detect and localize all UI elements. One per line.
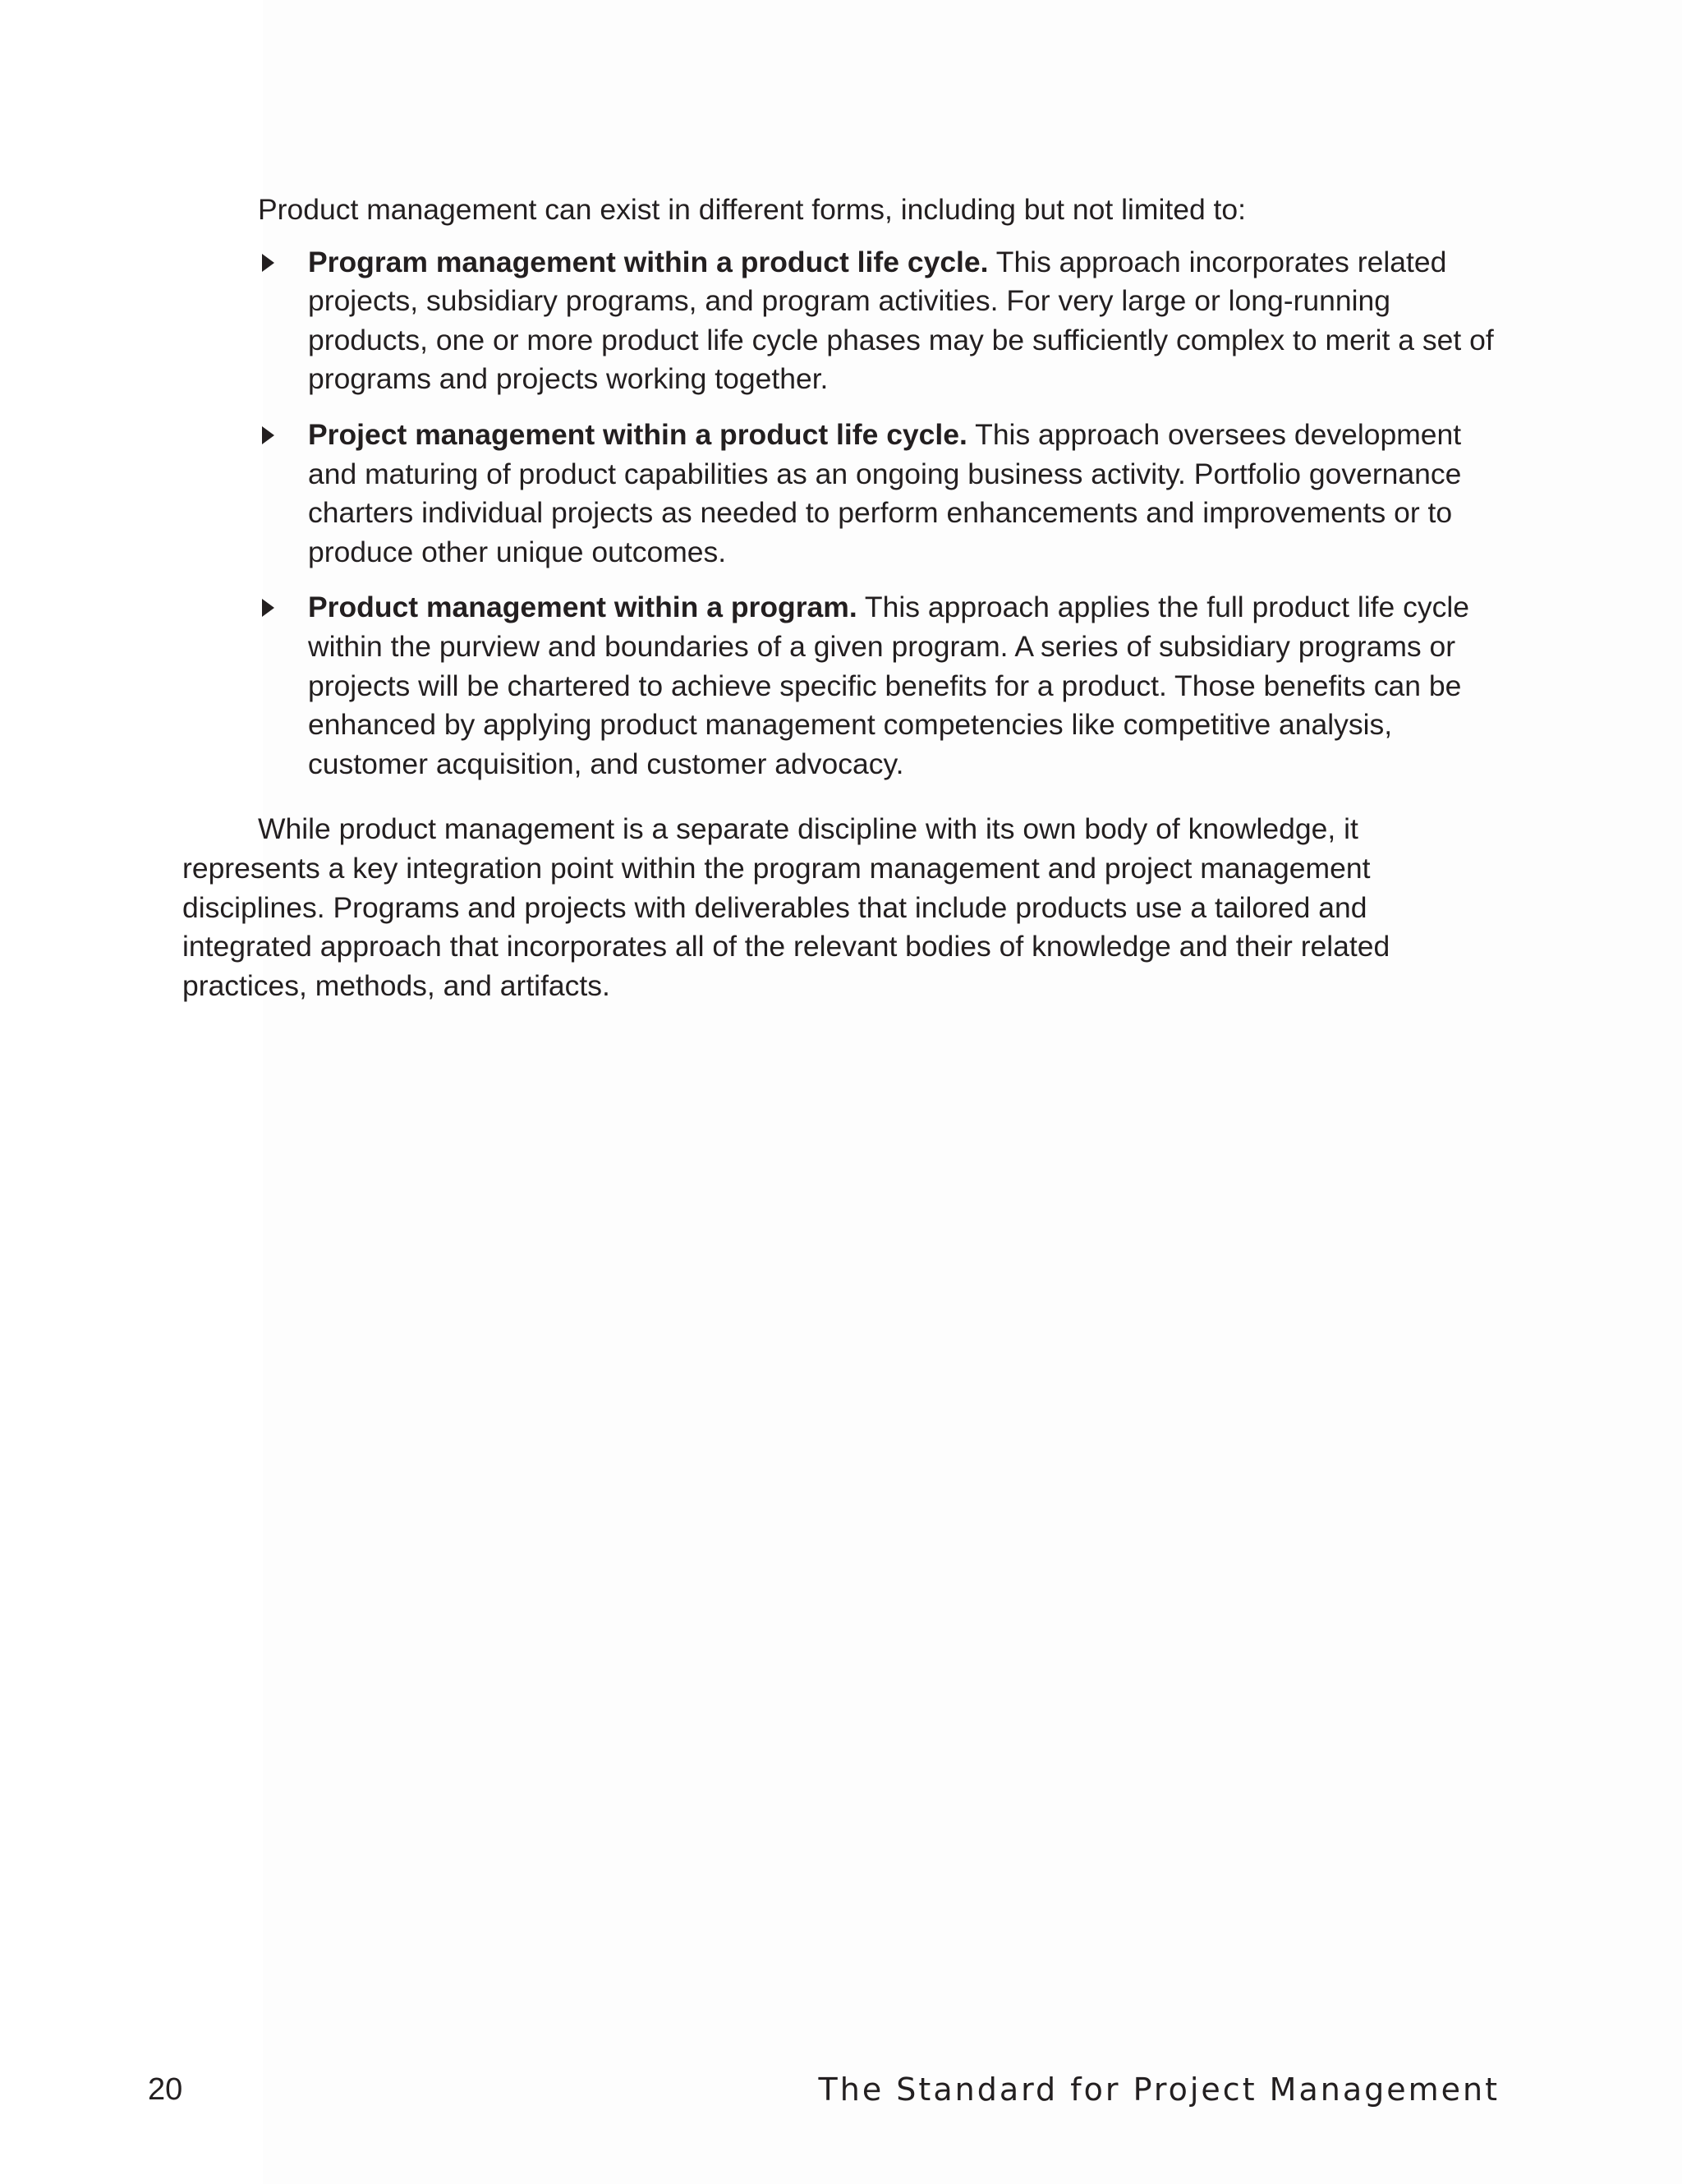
list-item bbox=[182, 588, 1496, 784]
closing-paragraph: While product management is a separate discipline with its own body of knowledge, it represents a key integration point within the program management and project management disciplines. Programs and projects with deliverables that include products use a tailored and integrated approach that incorporates all of the relevant bodies of knowledge and their related practices, methods, and artifacts. bbox=[182, 812, 1390, 1002]
body-content bbox=[182, 191, 1496, 1005]
list-item bbox=[182, 416, 1496, 572]
forms-list bbox=[182, 243, 1496, 784]
list-item-text: This approach incorporates related projects, subsidiary programs, and program activities. For very large or long-running products, one or more product life cycle phases may be sufficiently complex to merit a set of programs and projects working together. bbox=[308, 245, 1494, 396]
triangle-bullet-icon bbox=[262, 254, 274, 272]
running-footer-title: The Standard for Project Management bbox=[818, 2071, 1500, 2108]
list-item-text: This approach oversees development and maturing of product capabilities as an ongoing business activity. Portfolio governance charters individual projects as needed to perform enhancements and improvements or to produce other unique outcomes. bbox=[308, 417, 1462, 568]
triangle-bullet-icon bbox=[262, 599, 274, 617]
page-number: 20 bbox=[148, 2072, 183, 2107]
triangle-bullet-icon bbox=[262, 426, 274, 444]
list-item-text: This approach applies the full product life cycle within the purview and boundaries of a given program. A series of subsidiary programs or projects will be chartered to achieve specific benefits for a product. Those benefits can be enhanced by applying product management competencies like competitive analysis, customer acquisition, and customer advocacy. bbox=[308, 591, 1469, 780]
list-item bbox=[182, 243, 1496, 399]
list-item-title: Project management within a product life cycle. bbox=[308, 417, 967, 451]
list-item-title: Program management within a product life cycle. bbox=[308, 245, 989, 278]
list-item-title: Product management within a program. bbox=[308, 591, 857, 624]
intro-paragraph: Product management can exist in different forms, including but not limited to: bbox=[258, 193, 1247, 226]
